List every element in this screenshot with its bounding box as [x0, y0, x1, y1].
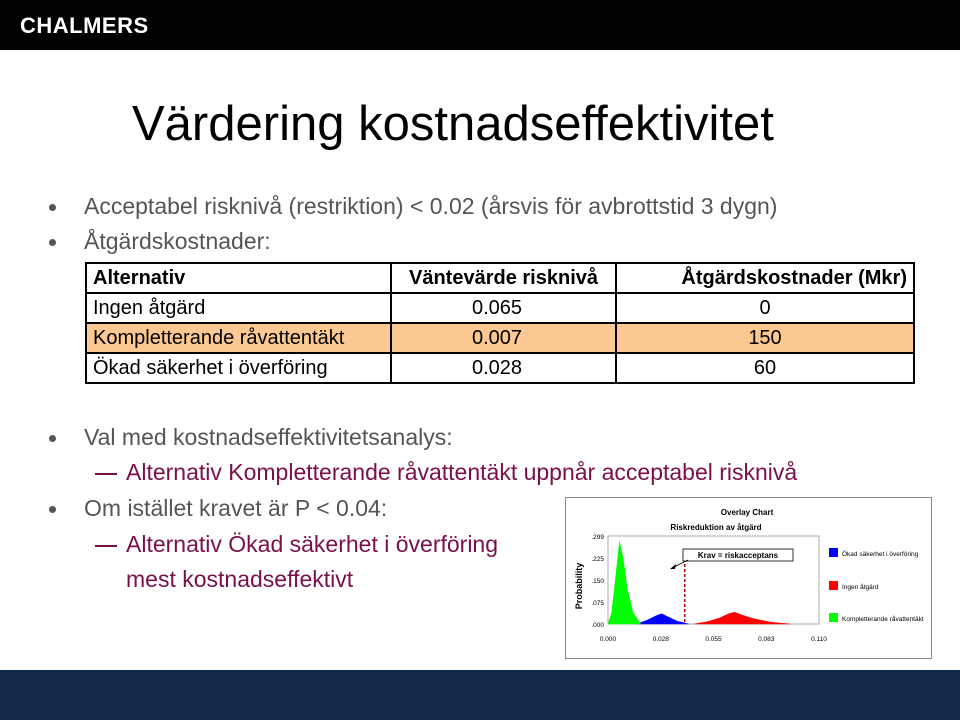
cost-table — [85, 262, 915, 384]
table-cell-cost: 0 — [616, 293, 914, 323]
chart-x-tick-label: 0.055 — [705, 636, 722, 643]
bullet-dot — [49, 239, 56, 246]
chart-y-tick-label: .150 — [591, 577, 604, 585]
table-cell-alt: Kompletterande råvattentäkt — [86, 323, 391, 353]
chart-x-tick-label: 0.110 — [811, 636, 827, 643]
sub-bullet-dash — [95, 473, 117, 475]
sub-bullet-text: Alternativ Kompletterande råvattentäkt uppnår acceptabel risknivå — [126, 459, 798, 485]
chart-y-tick-label: .075 — [591, 599, 604, 607]
chart-legend-label: Ingen åtgärd — [842, 584, 879, 591]
chart-series-area-1 — [694, 612, 790, 624]
chart-legend-swatch — [829, 613, 838, 622]
table-header-cost: Åtgärdskostnader (Mkr) — [616, 263, 914, 293]
bullet-costs — [84, 228, 271, 255]
chart-x-tick-label: 0.028 — [652, 636, 669, 643]
slide-title: Värdering kostnadseffektivitet — [132, 97, 774, 151]
bullet-dot — [49, 204, 56, 211]
bullet-restriction — [84, 193, 777, 220]
sub-bullet-dash — [95, 545, 117, 547]
table-row — [86, 353, 914, 383]
sub-bullet-text: Alternativ Ökad säkerhet i överföring — [126, 531, 499, 557]
bullet-alternative-requirement — [84, 495, 387, 522]
chart-annotation-arrowhead — [670, 564, 676, 569]
chart-series-area-0 — [637, 614, 689, 624]
bullet-dot — [49, 435, 56, 442]
chart-subtitle: Riskreduktion av åtgärd — [670, 523, 762, 532]
chart-legend-label: Ökad säkerhet i överföring — [842, 551, 919, 558]
chart-annotation-label: Krav = riskacceptans — [697, 551, 779, 560]
chart-x-tick-label: 0.083 — [758, 636, 775, 643]
table-row — [86, 293, 914, 323]
bullet-choice — [84, 424, 453, 451]
sub-bullet-text-continued: mest kostnadseffektivt — [126, 566, 354, 592]
chart-y-tick-label: .000 — [591, 622, 604, 629]
table-cell-alt: Ökad säkerhet i överföring — [86, 353, 391, 383]
table-row-highlighted — [86, 323, 914, 353]
chart-x-tick-label: 0.000 — [599, 636, 617, 643]
table-cell-cost: 60 — [616, 353, 914, 383]
overlay-chart-svg — [566, 498, 933, 660]
overlay-chart — [565, 497, 932, 659]
table-header-row — [86, 263, 914, 293]
bullet-text: Val med kostnadseffektivitetsanalys: — [84, 424, 453, 450]
table-cell-cost: 150 — [616, 323, 914, 353]
table-cell-alt: Ingen åtgärd — [86, 293, 391, 323]
chalmers-logo: CHALMERS — [20, 13, 149, 38]
chart-title: Overlay Chart — [720, 508, 774, 517]
table-cell-risk: 0.065 — [391, 293, 616, 323]
chart-y-tick-label: .299 — [591, 534, 604, 541]
bullet-dot — [49, 506, 56, 513]
table-cell-risk: 0.028 — [391, 353, 616, 383]
chart-series-area-2 — [608, 542, 641, 624]
bullet-text: Åtgärdskostnader: — [84, 228, 271, 254]
bullet-text: Acceptabel risknivå (restriktion) < 0.02 (årsvis för avbrottstid 3 dygn) — [84, 193, 778, 219]
top-bar — [0, 0, 960, 50]
table-header-risk: Väntevärde risknivå — [391, 263, 616, 293]
chart-ylabel: Probability — [574, 562, 584, 610]
chart-y-tick-label: .225 — [591, 555, 604, 563]
chart-legend-label: Kompletterande råvattentäkt — [842, 616, 924, 623]
bullet-text: Om istället kravet är P < 0.04: — [84, 495, 388, 521]
table-cell-risk: 0.007 — [391, 323, 616, 353]
chart-legend-swatch — [829, 548, 838, 557]
table-header-alternativ: Alternativ — [86, 263, 391, 293]
chart-legend-swatch — [829, 581, 838, 590]
bottom-bar — [0, 670, 960, 720]
